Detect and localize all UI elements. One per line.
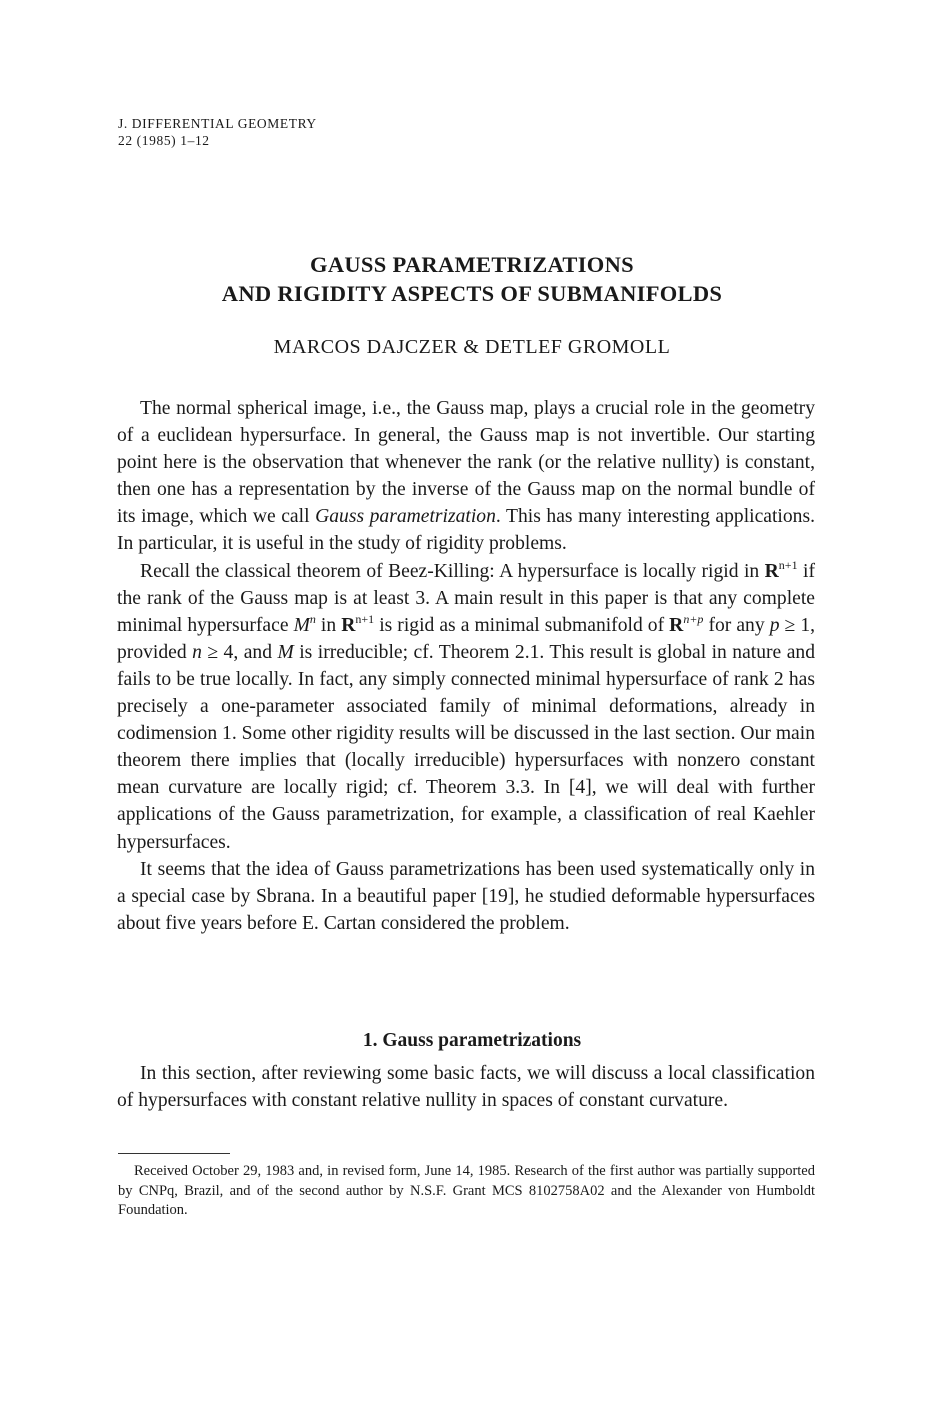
footnote-rule bbox=[118, 1153, 230, 1154]
paper-authors: MARCOS DAJCZER & DETLEF GROMOLL bbox=[273, 336, 671, 358]
journal-volume: 22 (1985) 1–12 bbox=[118, 133, 210, 148]
footnote bbox=[118, 1162, 815, 1221]
paragraph-1: The normal spherical image, i.e., the Gauss map, plays a crucial role in the geometry of a euclidean hypersurface. In general, the Gauss map is not invertible. Our starting point here is the observation that whenever the rank (or the relative nullity) is constant, then one has a representation by the inverse of the Gauss map on the normal bundle of its image, which we call Gauss parametrization. This has many interesting applications. In particular, it is useful in the study of rigidity problems. bbox=[117, 398, 815, 555]
introduction bbox=[117, 395, 815, 937]
section-1-paragraph: In this section, after reviewing some basic facts, we will discuss a local classification of hypersurfaces with constant relative nullity in spaces of constant curvature. bbox=[117, 1063, 815, 1112]
footnote-text: Received October 29, 1983 and, in revised form, June 14, 1985. Research of the first author was partially supported by CNPq, Brazil, and of the second author by N.S.F. Grant MCS 8102758A02 and the Alexander von Humboldt Foundation. bbox=[118, 1163, 815, 1218]
paper-title bbox=[0, 250, 944, 308]
paragraph-3: It seems that the idea of Gauss parametrizations has been used systematically only in a special case by Sbrana. In a beautiful paper [19], he studied deformable hypersurfaces about five years before E. Cartan considered the problem. bbox=[117, 858, 815, 934]
title-line-1: GAUSS PARAMETRIZATIONS bbox=[310, 252, 634, 277]
paragraph-2: Recall the classical theorem of Beez-Killing: A hypersurface is locally rigid in $R^{n+1}$ if the rank of the Gauss map is at least 3. A main result in this paper is that any complete minimal hypersurface $M^n$ in $R^{n+1}$ is rigid as a minimal submanifold of $R^{n+p}$ for any p ≥ 1, provided n ≥ 4, and M is irreducible; cf. Theorem 2.1. This result is global in nature and fails to be true locally. In fact, any simply connected minimal hypersurface of rank 2 has precisely a one-parameter associated family of minimal deformations, already in codimension 1. Some other rigidity results will be discussed in the last section. Our main theorem there implies that (locally irreducible) hypersurfaces with nonzero constant mean curvature are locally rigid; cf. Theorem 3.3. In [4], we will deal with further applications of the Gauss parametrization, for example, a classification of real Kaehler hypersurfaces. bbox=[117, 557, 816, 853]
journal-header bbox=[118, 115, 317, 149]
journal-name: J. DIFFERENTIAL GEOMETRY bbox=[118, 116, 317, 131]
section-heading: 1. Gauss parametrizations bbox=[362, 1030, 582, 1051]
section-1-body bbox=[117, 1060, 815, 1114]
title-line-2: AND RIGIDITY ASPECTS OF SUBMANIFOLDS bbox=[221, 281, 723, 306]
